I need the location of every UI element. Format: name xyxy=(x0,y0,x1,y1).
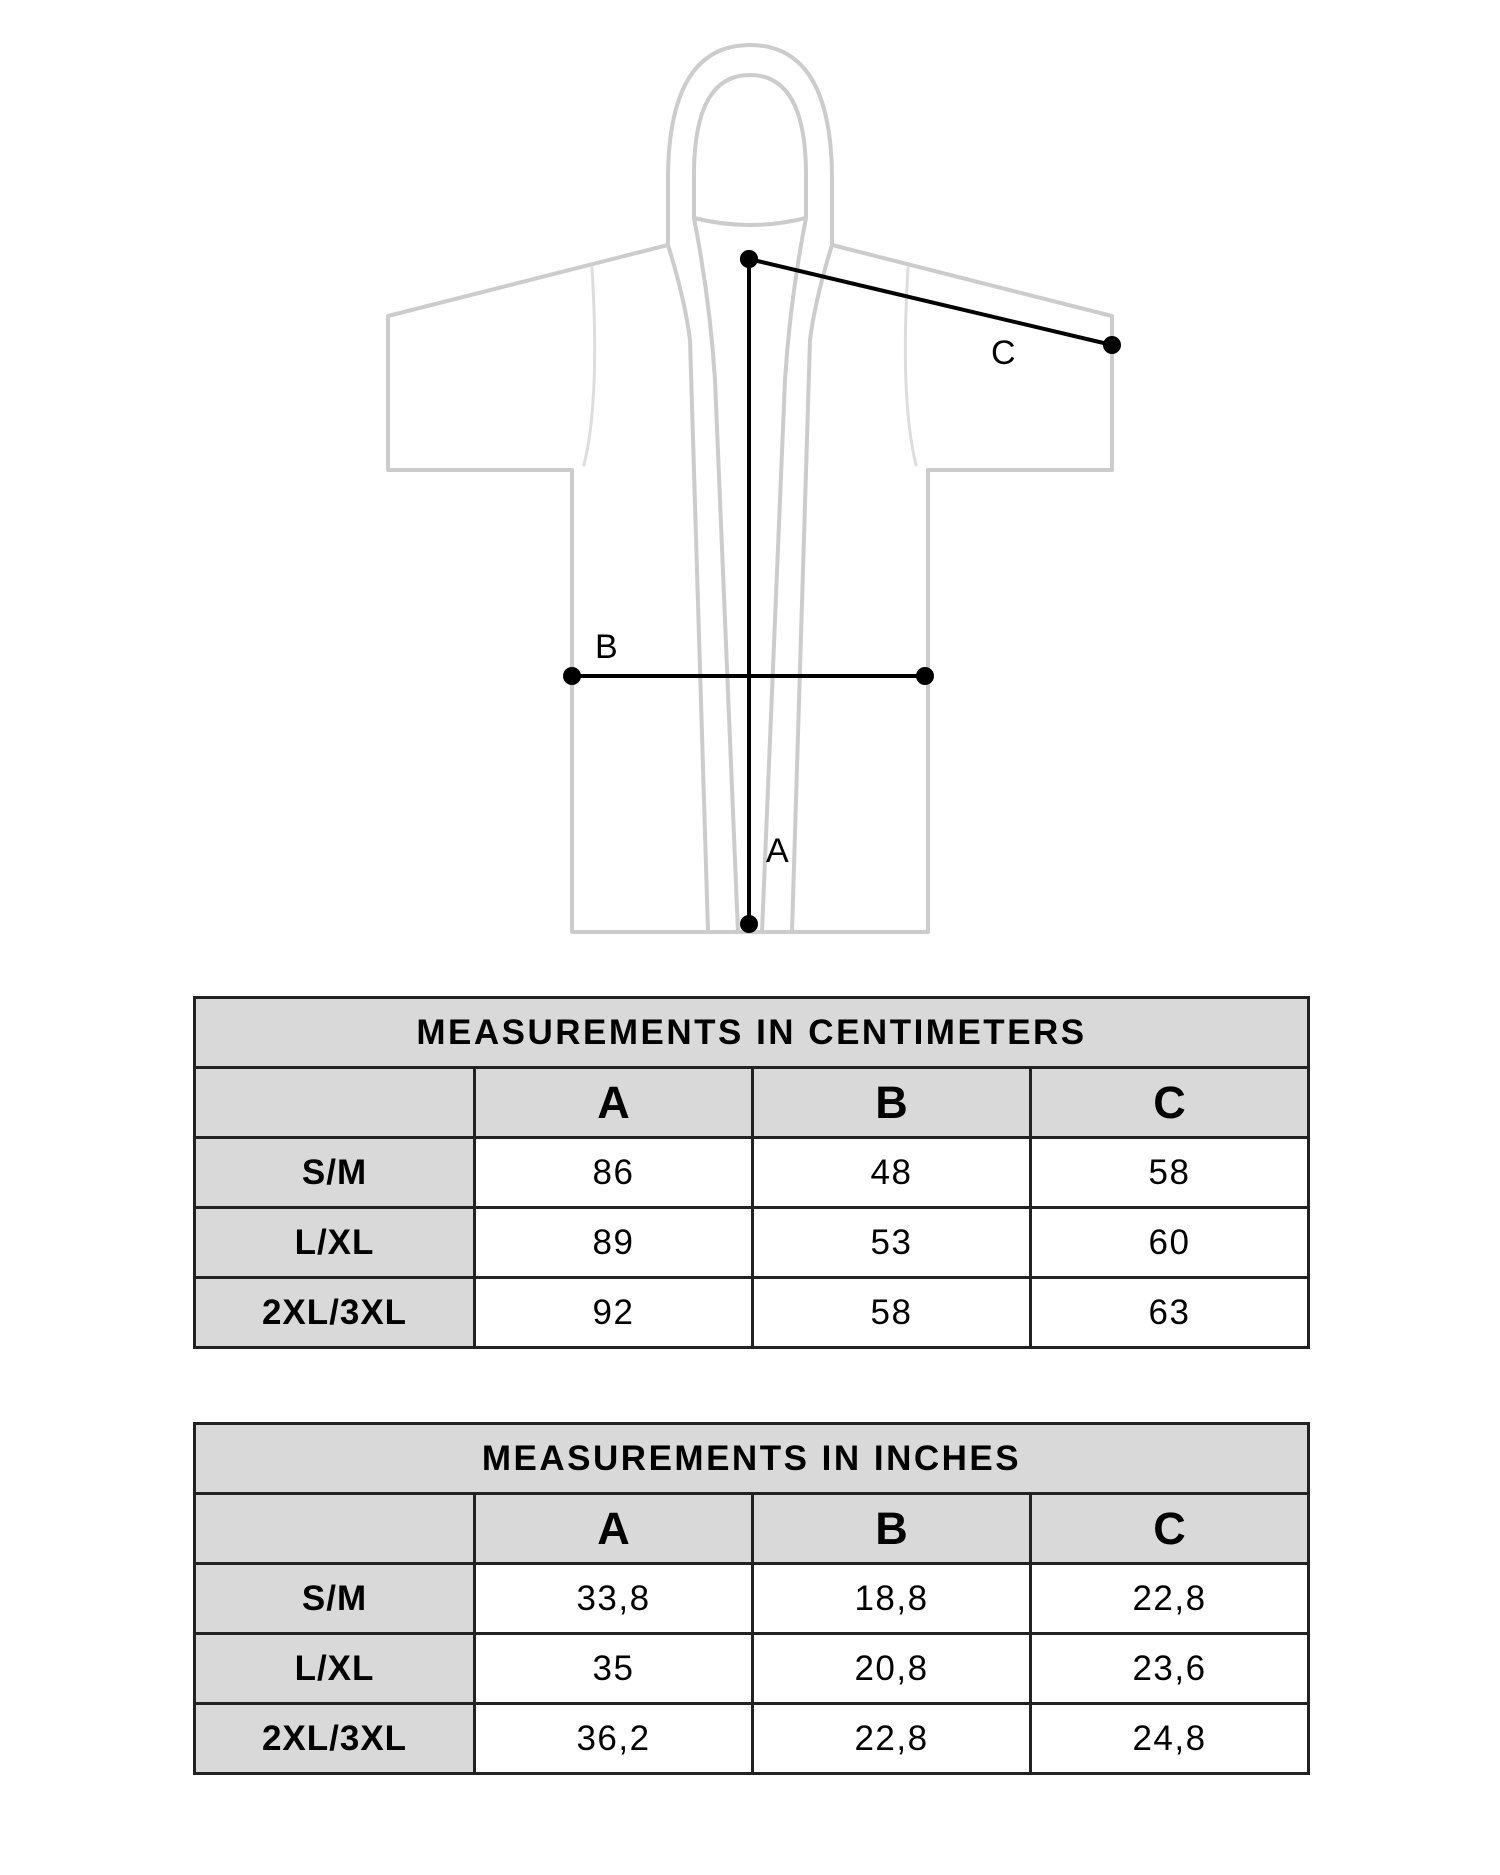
measure-point-a-bottom xyxy=(740,915,758,933)
measure-point-b-left xyxy=(563,667,581,685)
value-cell: 48 xyxy=(753,1138,1031,1208)
value-cell: 22,8 xyxy=(1031,1564,1309,1634)
in-header-b: B xyxy=(753,1494,1031,1564)
size-label: S/M xyxy=(195,1564,475,1634)
value-cell: 35 xyxy=(475,1634,753,1704)
inch-measurements-table xyxy=(193,1422,1310,1775)
hood-inner xyxy=(694,75,806,218)
cm-header-empty xyxy=(195,1068,475,1138)
size-label: L/XL xyxy=(195,1634,475,1704)
value-cell: 58 xyxy=(1031,1138,1309,1208)
value-cell: 60 xyxy=(1031,1208,1309,1278)
cm-header-row xyxy=(195,1068,1309,1138)
cm-header-a: A xyxy=(475,1068,753,1138)
in-header-row xyxy=(195,1494,1309,1564)
measure-point-c-end xyxy=(1103,336,1121,354)
hood-collar xyxy=(694,218,806,225)
label-b: B xyxy=(595,628,618,666)
cm-header-b: B xyxy=(753,1068,1031,1138)
size-label: 2XL/3XL xyxy=(195,1704,475,1774)
value-cell: 53 xyxy=(753,1208,1031,1278)
value-cell: 18,8 xyxy=(753,1564,1031,1634)
value-cell: 92 xyxy=(475,1278,753,1348)
cm-title-row xyxy=(195,998,1309,1068)
table-row xyxy=(195,1278,1309,1348)
in-header-empty xyxy=(195,1494,475,1564)
value-cell: 22,8 xyxy=(753,1704,1031,1774)
measure-point-c-start xyxy=(740,250,758,268)
value-cell: 36,2 xyxy=(475,1704,753,1774)
value-cell: 23,6 xyxy=(1031,1634,1309,1704)
label-c: C xyxy=(991,334,1016,372)
cm-table-title: MEASUREMENTS IN CENTIMETERS xyxy=(195,998,1309,1068)
cm-header-c: C xyxy=(1031,1068,1309,1138)
measure-point-b-right xyxy=(916,667,934,685)
value-cell: 89 xyxy=(475,1208,753,1278)
value-cell: 63 xyxy=(1031,1278,1309,1348)
left-lapel-inner xyxy=(694,218,738,932)
in-header-c: C xyxy=(1031,1494,1309,1564)
right-lapel-inner xyxy=(762,218,806,932)
value-cell: 24,8 xyxy=(1031,1704,1309,1774)
size-label: S/M xyxy=(195,1138,475,1208)
value-cell: 33,8 xyxy=(475,1564,753,1634)
in-table-title: MEASUREMENTS IN INCHES xyxy=(195,1424,1309,1494)
table-row xyxy=(195,1138,1309,1208)
value-cell: 86 xyxy=(475,1138,753,1208)
left-sleeve-seam xyxy=(584,268,595,465)
table-row xyxy=(195,1564,1309,1634)
in-header-a: A xyxy=(475,1494,753,1564)
table-row xyxy=(195,1634,1309,1704)
size-label: 2XL/3XL xyxy=(195,1278,475,1348)
label-a: A xyxy=(766,832,789,870)
value-cell: 20,8 xyxy=(753,1634,1031,1704)
size-label: L/XL xyxy=(195,1208,475,1278)
left-lapel xyxy=(668,245,708,932)
in-title-row xyxy=(195,1424,1309,1494)
table-row xyxy=(195,1704,1309,1774)
table-row xyxy=(195,1208,1309,1278)
right-lapel xyxy=(792,245,832,932)
value-cell: 58 xyxy=(753,1278,1031,1348)
cm-measurements-table xyxy=(193,996,1310,1349)
